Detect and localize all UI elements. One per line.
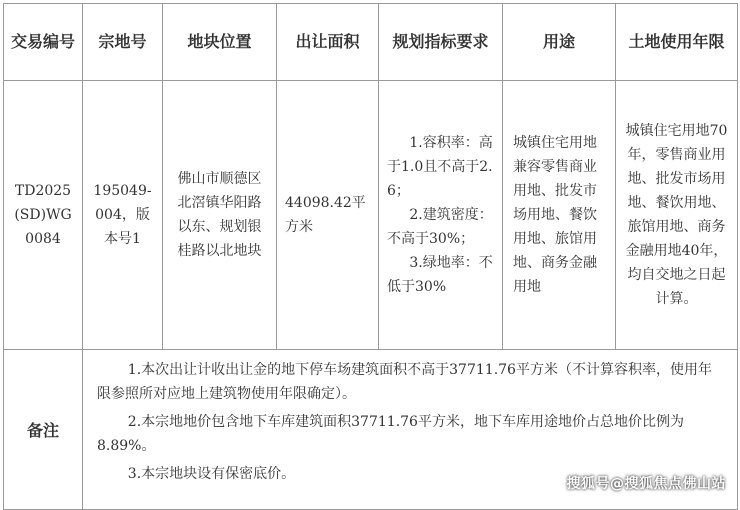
planning-item-density: 2.建筑密度：不高于30%；	[387, 207, 493, 247]
header-location: 地块位置	[163, 4, 277, 81]
header-area: 出让面积	[277, 4, 379, 81]
note-item: 3.本宗地块设有保密底价。	[127, 466, 296, 482]
watermark: 搜狐号@搜狐焦点佛山站	[566, 476, 726, 492]
cell-trade-no: TD2025(SD)WG0084	[4, 81, 83, 350]
note-item: 2.本宗地地价包含地下车库建筑面积37711.76平方米，地下车库用途地价占总地价比例为8.89%。	[97, 414, 684, 454]
header-row	[4, 4, 738, 81]
header-trade-no: 交易编号	[4, 4, 83, 81]
cell-area: 44098.42平方米	[277, 81, 379, 350]
notes-label: 备注	[4, 350, 83, 510]
cell-usage: 城镇住宅用地兼容零售商业用地、批发市场用地、餐饮用地、旅馆用地、商务金融用地	[503, 81, 616, 350]
cell-location: 佛山市顺德区北滘镇华阳路以东、规划银桂路以北地块	[163, 81, 277, 350]
table-row	[4, 81, 738, 350]
note-item: 1.本次出让计收出让金的地下停车场建筑面积不高于37711.76平方米（不计算容积率，使用年限参照所对应地上建筑物使用年限确定）。	[97, 362, 712, 402]
header-term: 土地使用年限	[616, 4, 738, 81]
land-transfer-table	[3, 3, 738, 510]
cell-term: 城镇住宅用地70年，零售商业用地、批发市场用地、餐饮用地、旅馆用地、商务金融用地40年，均自交地之日起计算。	[616, 81, 738, 350]
header-planning: 规划指标要求	[379, 4, 503, 81]
header-usage: 用途	[503, 4, 616, 81]
planning-item-green: 3.绿地率：不低于30%	[387, 255, 493, 295]
header-parcel-no: 宗地号	[83, 4, 163, 81]
cell-parcel-no: 195049-004，版本号1	[83, 81, 163, 350]
cell-planning	[379, 81, 503, 350]
planning-item-far: 1.容积率：高于1.0且不高于2.6；	[387, 135, 493, 199]
